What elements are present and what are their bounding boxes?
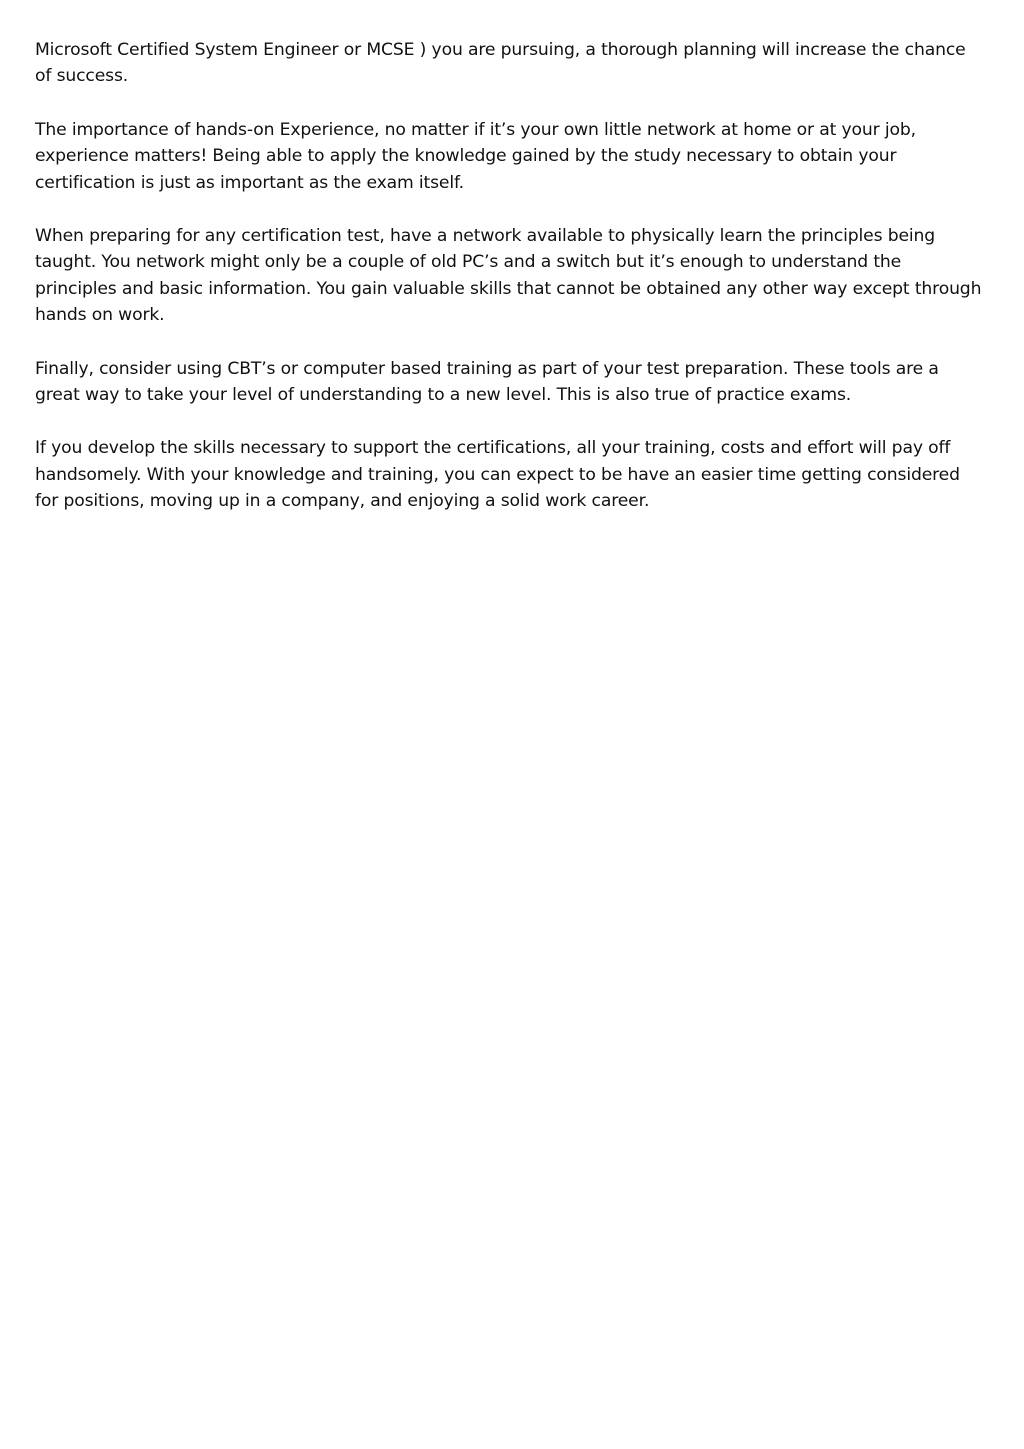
paragraph-cbt-training: Finally, consider using CBT’s or computer based training as part of your test preparation. These tools are a great way to take your level of understanding to a new level. This is also true of practice exams. [35, 358, 939, 406]
document-page [35, 37, 985, 542]
paragraph-preparing-network: When preparing for any certification test, have a network available to physically learn the principles being taught. You network might only be a couple of old PC’s and a switch but it’s enough to understand the principles and basic information. You gain valuable skills that cannot be obtained any other way except through hands on work. [35, 226, 982, 326]
paragraph-conclusion: If you develop the skills necessary to support the certifications, all your training, costs and effort will pay off handsomely. With your knowledge and training, you can expect to be have an easier time getting considered for positions, moving up in a company, and enjoying a solid work career. [35, 438, 960, 512]
paragraph-intro-continued: Microsoft Certified System Engineer or MCSE ) you are pursuing, a thorough planning will increase the chance of success. [35, 40, 966, 87]
paragraph-hands-on-experience: The importance of hands-on Experience, no matter if it’s your own little network at home or at your job, experience matters! Being able to apply the knowledge gained by the study necessary to obtain your certification is just as important as the exam itself. [35, 119, 916, 193]
